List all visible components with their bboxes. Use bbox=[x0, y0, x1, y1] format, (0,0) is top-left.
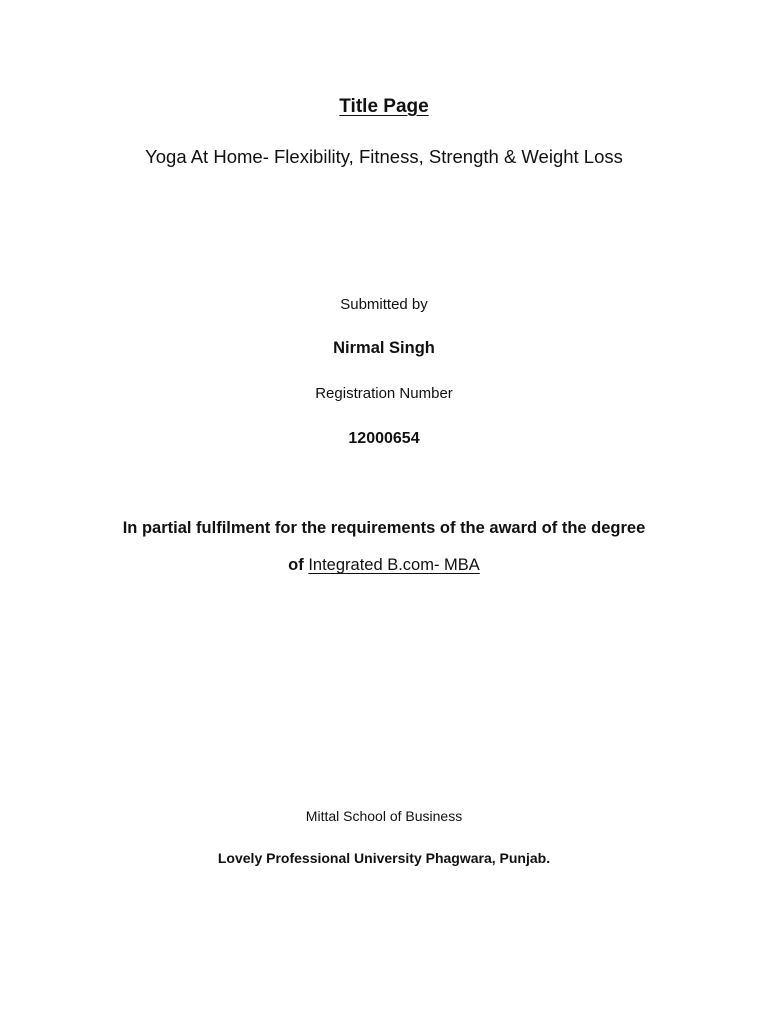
school-name: Mittal School of Business bbox=[305, 808, 463, 824]
degree-line bbox=[0, 556, 768, 575]
project-title: Yoga At Home- Flexibility, Fitness, Strength & Weight Loss bbox=[145, 146, 623, 167]
registration-number-label: Registration Number bbox=[315, 385, 453, 402]
registration-number: 12000654 bbox=[348, 430, 420, 447]
requirement-statement: In partial fulfilment for the requirements of the award of the degree bbox=[122, 519, 646, 537]
page-title: Title Page bbox=[339, 96, 429, 117]
degree-name: Integrated B.com- MBA bbox=[308, 556, 480, 574]
degree-prefix: of bbox=[288, 556, 309, 574]
submitted-by-label: Submitted by bbox=[340, 296, 428, 313]
university-name: Lovely Professional University Phagwara, Punjab. bbox=[217, 850, 551, 866]
author-name: Nirmal Singh bbox=[333, 339, 435, 357]
